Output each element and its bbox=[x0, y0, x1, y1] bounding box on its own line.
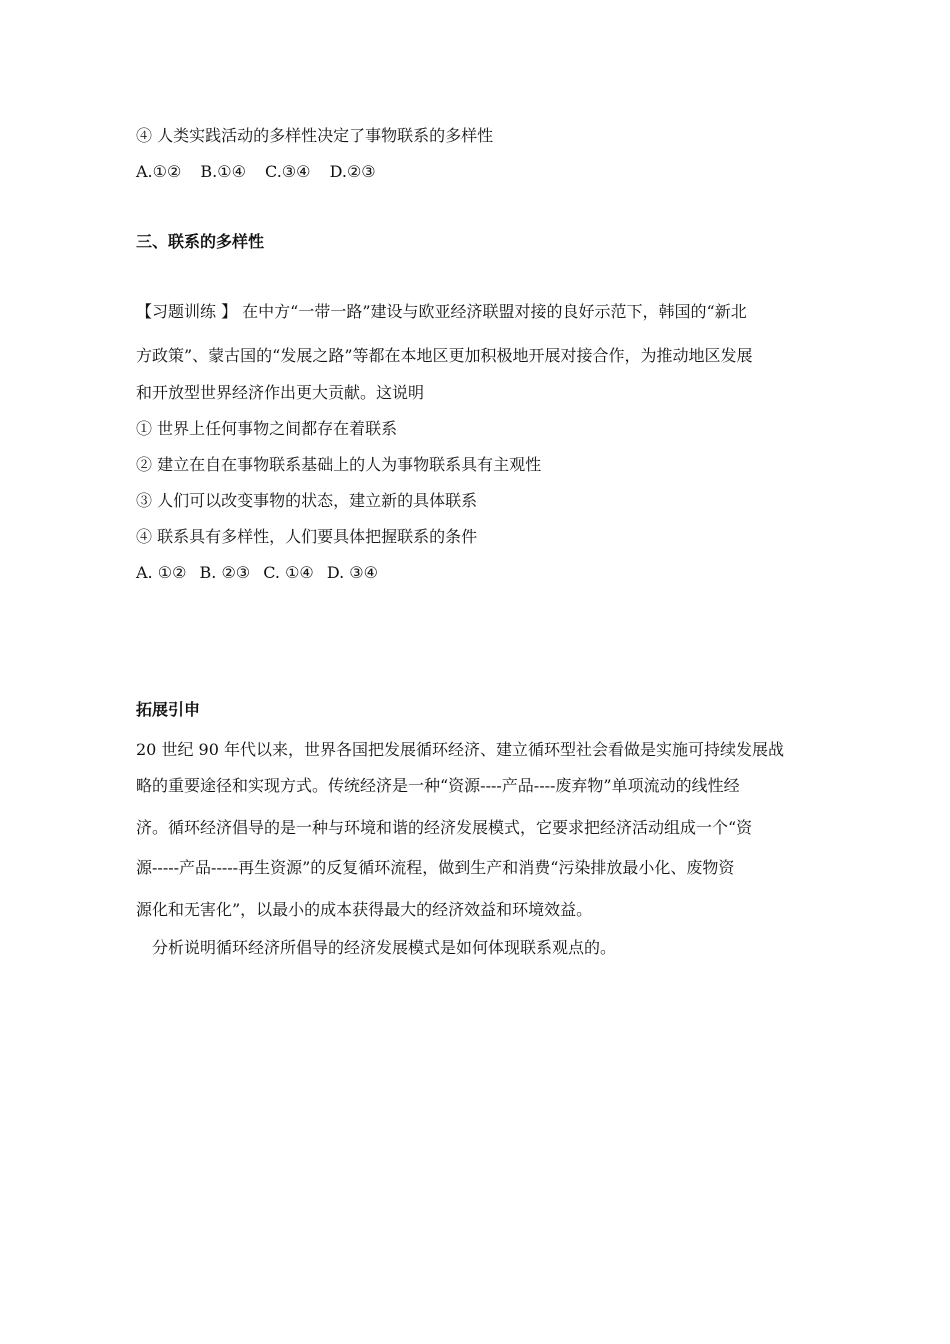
exercise-line-3: 和开放型世界经济作出更大贡献。这说明 bbox=[136, 383, 425, 402]
exercise-option-d: D. ③④ bbox=[326, 563, 378, 582]
exercise-option-b: B. ②③ bbox=[199, 563, 251, 582]
extension-line-3: 济。循环经济倡导的是一种与环境和谐的经济发展模式，它要求把经济活动组成一个“资 bbox=[136, 818, 753, 837]
extension-heading: 拓展引申 bbox=[136, 700, 201, 719]
prev-option-c: C.③④ bbox=[265, 162, 311, 181]
exercise-option-c: C. ①④ bbox=[263, 563, 314, 582]
exercise-item-2: ② 建立在自在事物联系基础上的人为事物联系具有主观性 bbox=[136, 455, 542, 474]
exercise-line-1: 【习题训练 】 在中方“一带一路”建设与欧亚经济联盟对接的良好示范下，韩国的“新北 bbox=[136, 302, 747, 321]
prev-options bbox=[136, 162, 390, 182]
extension-line-5: 源化和无害化”，以最小的成本获得最大的经济效益和环境效益。 bbox=[136, 900, 593, 919]
exercise-options bbox=[136, 563, 386, 583]
exercise-line-2: 方政策”、蒙古国的“发展之路”等都在本地区更加积极地开展对接合作，为推动地区发展 bbox=[136, 346, 753, 365]
prev-option-a: A.①② bbox=[136, 162, 182, 181]
extension-question: 分析说明循环经济所倡导的经济发展模式是如何体现联系观点的。 bbox=[152, 938, 617, 957]
prev-option-d: D.②③ bbox=[329, 162, 376, 181]
extension-line-1: 20 世纪 90 年代以来，世界各国把发展循环经济、建立循环型社会看做是实施可持续发展战 bbox=[136, 740, 784, 759]
extension-line-4: 源-----产品-----再生资源”的反复循环流程，做到生产和消费“污染排放最小化、废物资 bbox=[136, 858, 735, 877]
exercise-item-3: ③ 人们可以改变事物的状态，建立新的具体联系 bbox=[136, 491, 478, 510]
extension-line-2: 略的重要途径和实现方式。传统经济是一种“资源----产品----废弃物”单项流动的线性经 bbox=[136, 776, 740, 795]
exercise-item-1: ① 世界上任何事物之间都存在着联系 bbox=[136, 419, 398, 438]
prev-option-b: B.①④ bbox=[200, 162, 246, 181]
exercise-option-a: A. ①② bbox=[136, 563, 187, 582]
prev-item-4: ④ 人类实践活动的多样性决定了事物联系的多样性 bbox=[136, 126, 494, 145]
section-3-heading: 三、联系的多样性 bbox=[136, 232, 265, 251]
exercise-item-4: ④ 联系具有多样性，人们要具体把握联系的条件 bbox=[136, 527, 478, 546]
